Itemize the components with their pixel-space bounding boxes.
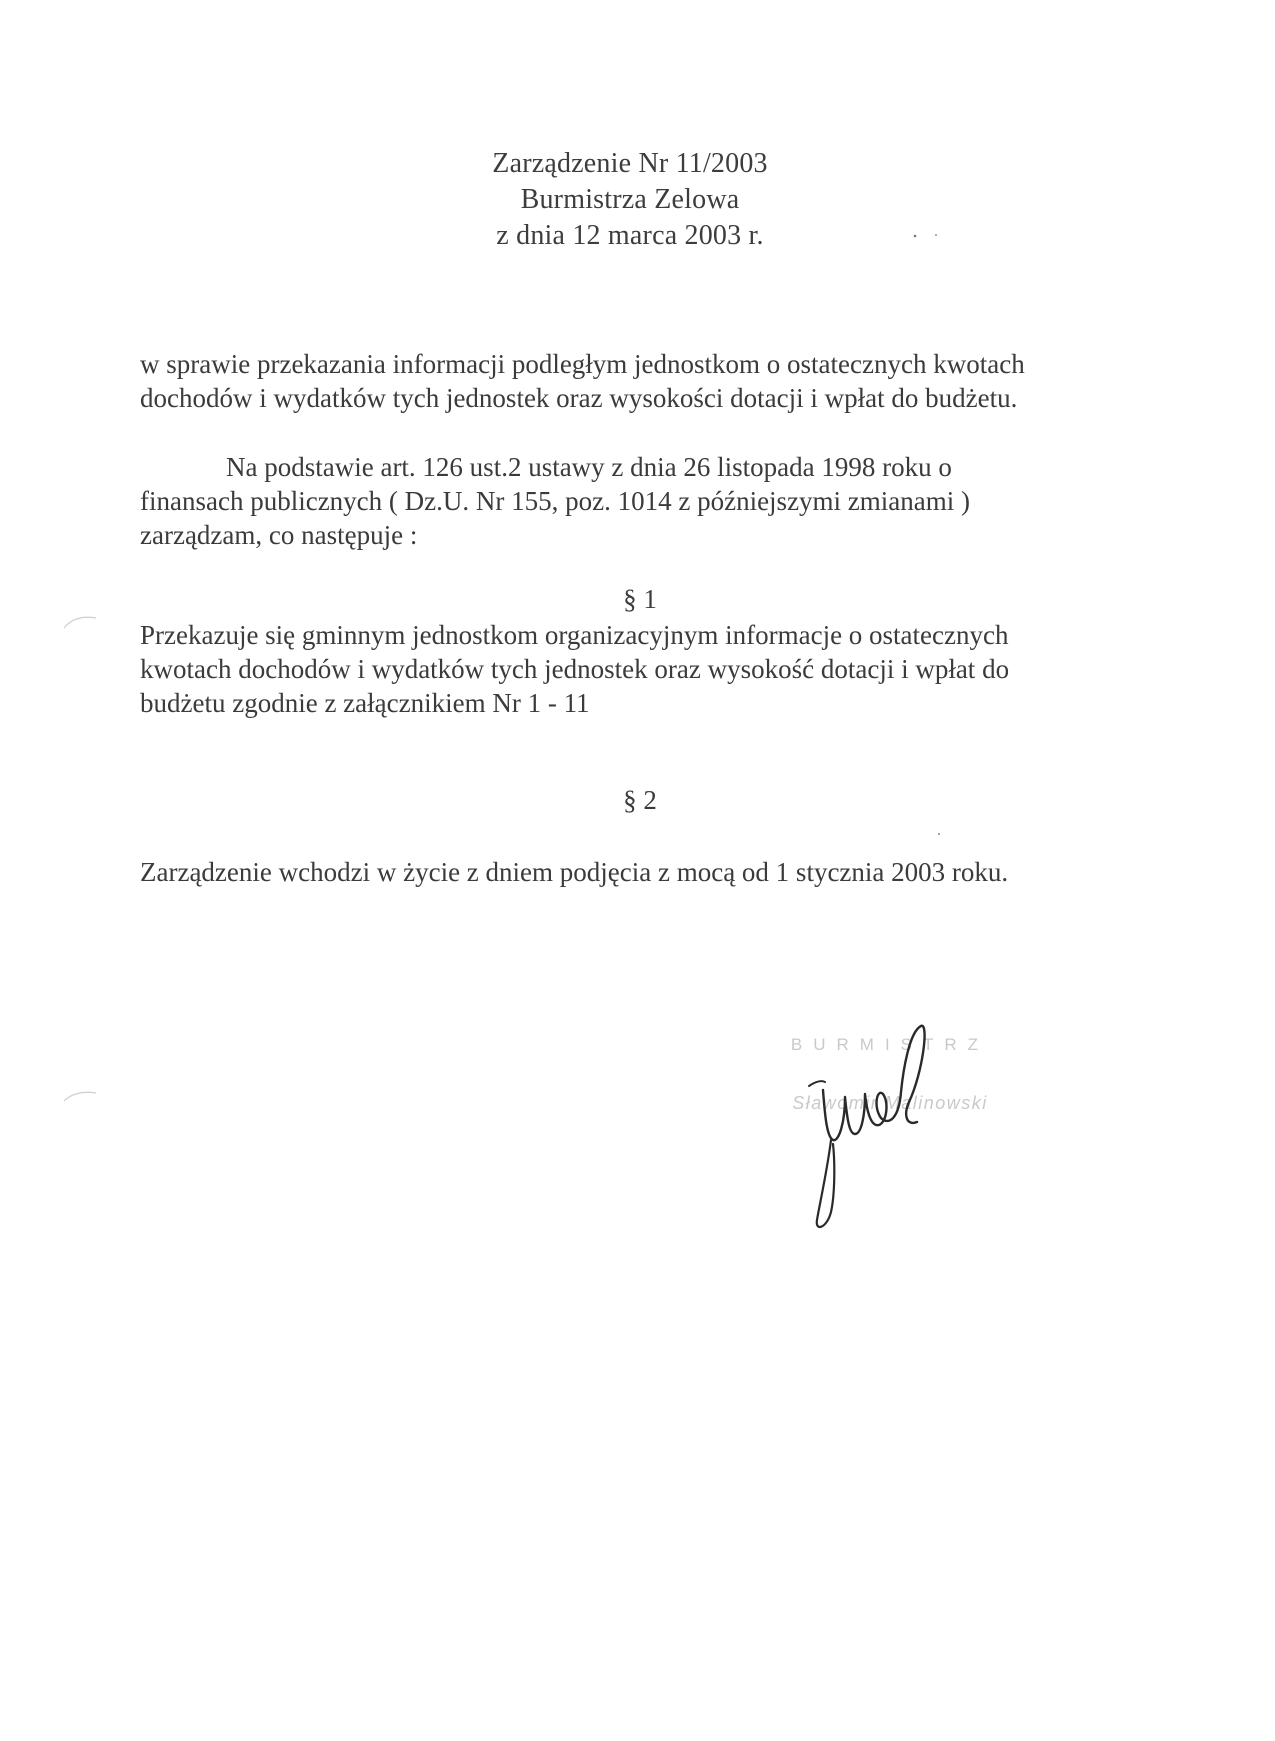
stamp-name: Sławomir Malinowski [792,1093,988,1113]
section-2-line: Zarządzenie wchodzi w życie z dniem podjęcia z mocą od 1 stycznia 2003 roku. [140,857,1009,887]
basis-line: finansach publicznych ( Dz.U. Nr 155, poz. 1014 z późniejszymi zmianami ) [140,486,970,516]
section-1-mark: § 1 [623,584,657,614]
section-1-line: budżetu zgodnie z załącznikiem Nr 1 - 11 [140,688,590,718]
basis-line: zarządzam, co następuje : [140,520,418,550]
subject-paragraph [140,347,1160,415]
basis-line: Na podstawie art. 126 ust.2 ustawy z dnia 26 listopada 1998 roku o [226,452,952,482]
scan-speck-icon [912,232,942,240]
subject-line: dochodów i wydatków tych jednostek oraz wysokości dotacji i wpłat do budżetu. [140,383,1018,413]
scan-speck-icon [935,830,945,838]
header-title: Zarządzenie Nr 11/2003 [492,148,768,179]
section-1-line: kwotach dochodów i wydatków tych jednostek oraz wysokość dotacji i wpłat do [140,654,1010,684]
handwritten-signature-icon [805,1022,965,1232]
scan-mark-icon [60,612,100,632]
subject-line: w sprawie przekazania informacji podległym jednostkom o ostatecznych kwotach [140,349,1025,379]
section-2-mark: § 2 [623,785,657,815]
section-2-paragraph [140,855,1160,889]
document-header [400,146,860,254]
stamp-title: BURMISTRZ [790,1035,990,1054]
header-authority: Burmistrza Zelowa [520,184,740,215]
legal-basis-paragraph [140,450,1160,552]
section-1-line: Przekazuje się gminnym jednostkom organizacyjnym informacje o ostatecznych [140,620,1009,650]
scan-mark-icon [60,1085,100,1105]
section-1-paragraph [140,618,1160,720]
header-date: z dnia 12 marca 2003 r. [496,220,764,251]
